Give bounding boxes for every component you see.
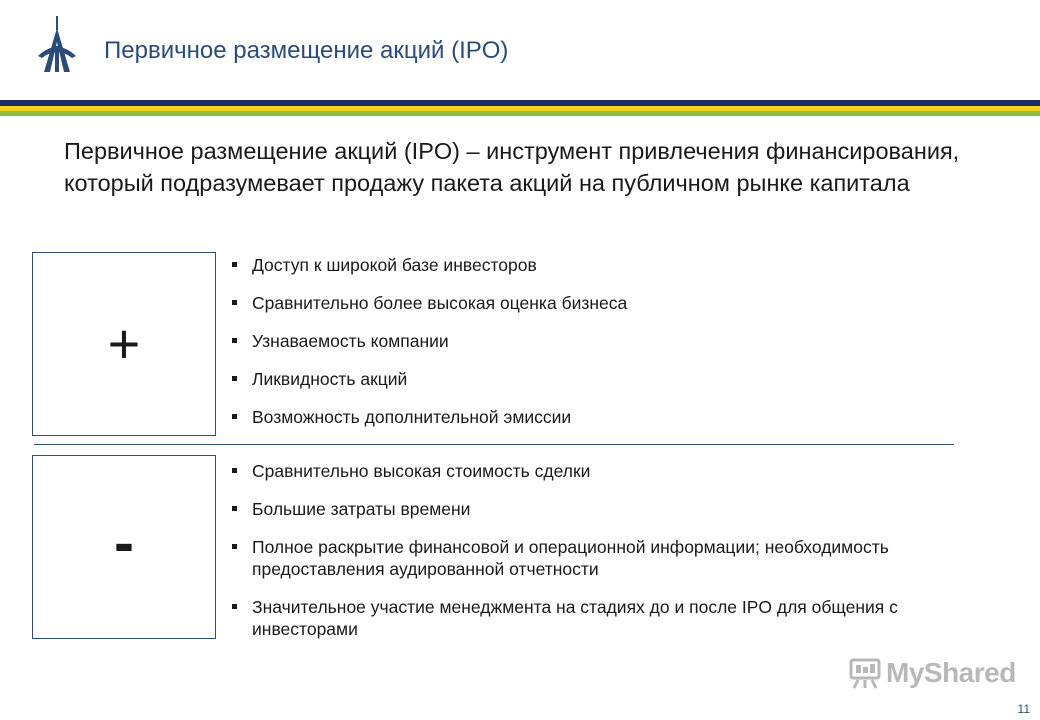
cons-item: Полное раскрытие финансовой и операционной информации; необходимость предоставления аудированной отчетности xyxy=(232,536,952,580)
pros-item: Ликвидность акций xyxy=(232,368,952,390)
pros-item: Узнаваемость компании xyxy=(232,330,952,352)
cons-list xyxy=(232,460,952,656)
cons-item: Большие затраты времени xyxy=(232,498,952,520)
slide-title: Первичное размещение акций (IPO) xyxy=(104,37,509,64)
presentation-board-icon xyxy=(848,656,882,690)
tower-logo-icon xyxy=(36,16,78,74)
cons-item: Значительное участие менеджмента на стадиях до и после IPO для общения с инвесторами xyxy=(232,596,952,640)
cons-sign-box xyxy=(32,455,216,639)
watermark xyxy=(848,656,1016,690)
plus-sign: + xyxy=(107,312,141,375)
pros-item: Доступ к широкой базе инвесторов xyxy=(232,254,952,276)
pros-item: Возможность дополнительной эмиссии xyxy=(232,406,952,428)
pros-list xyxy=(232,254,952,444)
header-stripe-green xyxy=(0,111,1040,116)
pros-sign-box xyxy=(32,252,216,436)
section-divider xyxy=(34,444,954,445)
cons-item: Сравнительно высокая стоимость сделки xyxy=(232,460,952,482)
page-number: 11 xyxy=(1017,702,1030,716)
minus-sign: - xyxy=(114,509,134,576)
intro-definition: Первичное размещение акций (IPO) – инструмент привлечения финансирования, который подразумевает продажу пакета акций на публичном рынке капитала xyxy=(64,138,960,196)
pros-item: Сравнительно более высокая оценка бизнеса xyxy=(232,292,952,314)
watermark-text: MyShared xyxy=(886,657,1016,688)
